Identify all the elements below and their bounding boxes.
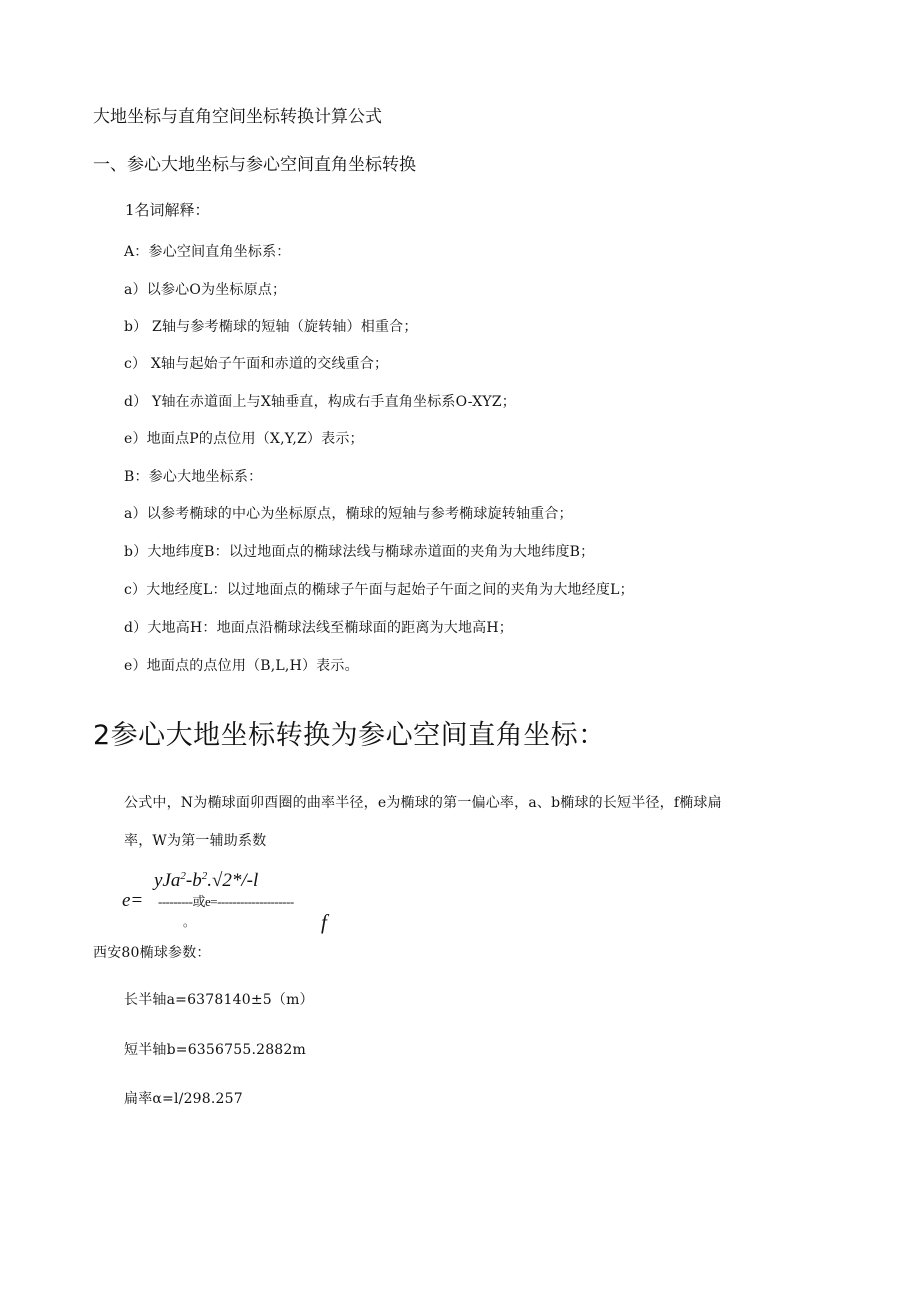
text-line: d） Y轴在赤道面上与X轴垂直，构成右手直角坐标系O-XYZ； — [124, 394, 516, 410]
formula-numerator: $yJa^2-b^2.√2*/-l$ — [154, 870, 259, 891]
text-line: B：参心大地坐标系： — [124, 469, 263, 485]
text-line: A：参心空间直角坐标系： — [124, 244, 291, 260]
section1-heading: 一、参心大地坐标与参心空间直角坐标转换 — [93, 155, 416, 175]
formula-fraction-line: ---------或e=-------------------- — [158, 894, 294, 909]
text-line: e）地面点的点位用（B,L,H）表示。 — [124, 658, 359, 674]
text-line: c）大地经度L：以过地面点的椭球子午面与起始子午面之间的夹角为大地经度L； — [124, 582, 634, 598]
param-semi-minor: 短半轴b=6356755.2882m — [124, 1042, 306, 1058]
params-heading: 西安80椭球参数： — [93, 945, 211, 961]
explain-line: 公式中，N为椭球面卯酉圈的曲率半径，e为椭球的第一偏心率，a、b椭球的长短半径，f椭球扁 — [124, 795, 722, 811]
text-line: e）地面点P的点位用（X,Y,Z）表示； — [124, 431, 364, 447]
text-line: b） Z轴与参考椭球的短轴（旋转轴）相重合； — [124, 319, 418, 335]
text-line: a）以参考椭球的中心为坐标原点，椭球的短轴与参考椭球旋转轴重合； — [124, 506, 573, 522]
text-line: d）大地高H：地面点沿椭球法线至椭球面的距离为大地高H； — [124, 620, 513, 636]
section2-heading: 2参心大地坐标转换为参心空间直角坐标： — [93, 720, 606, 751]
subsection1-heading: 1名词解释： — [125, 201, 210, 219]
explain-line: 率，W为第一辅助系数 — [124, 833, 267, 849]
param-flattening: 扁率α=l∕298.257 — [124, 1091, 243, 1107]
formula-dot: 。 — [183, 915, 196, 929]
text-line: b）大地纬度B：以过地面点的椭球法线与椭球赤道面的夹角为大地纬度B； — [124, 544, 595, 560]
text-line: c） X轴与起始子午面和赤道的交线重合； — [124, 356, 389, 372]
formula-lhs: e= — [122, 890, 144, 911]
document-title: 大地坐标与直角空间坐标转换计算公式 — [93, 107, 382, 127]
formula-denominator: f — [321, 910, 327, 934]
text-line: a）以参心O为坐标原点； — [124, 282, 287, 298]
param-semi-major: 长半轴a=6378140±5（m） — [124, 992, 314, 1008]
